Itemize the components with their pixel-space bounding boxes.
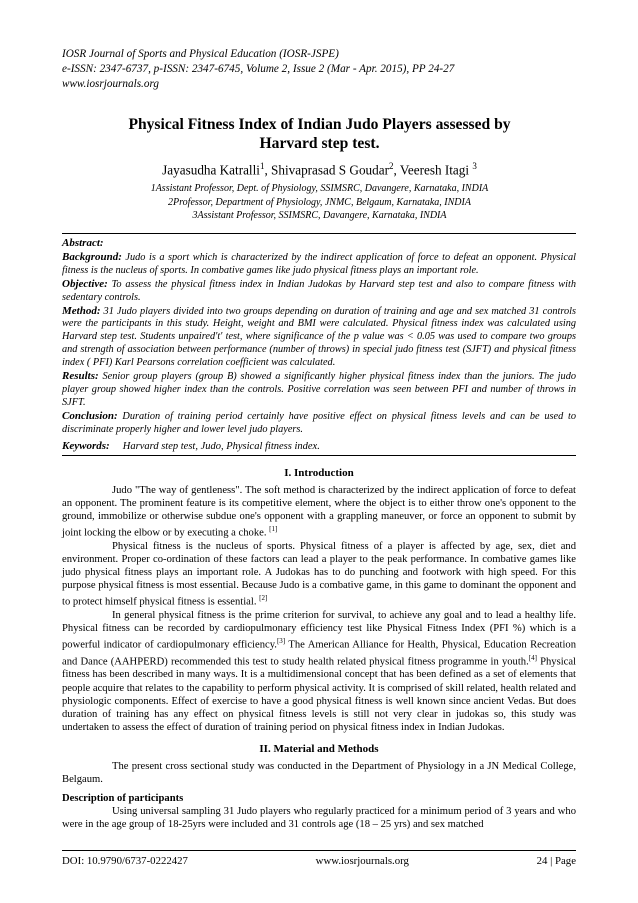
journal-issn: e-ISSN: 2347-6737, p-ISSN: 2347-6745, Volume 2, Issue 2 (Mar - Apr. 2015), PP 24-27 (62, 63, 455, 75)
intro-p1-text: Judo "The way of gentleness". The soft method is characterized by the indirect application of force to defeat an opponent. The prominent feature is its competitive element, where the object is to either throw one's opponent to the ground, immobilize or otherwise subdue one's opponent with a grappling maneuver, or force an opponent to submit by joint locking the elbow or by executing a choke. (62, 485, 576, 539)
participants-subheading: Description of participants (62, 793, 184, 805)
objective-text: To assess the physical fitness index in Indian Judokas by Harvard step test and also to compare fitness with sedentary controls. (62, 278, 576, 303)
journal-website[interactable]: www.iosrjournals.org (62, 78, 159, 90)
intro-p2-text: Physical fitness is the nucleus of sports. Physical fitness of a player is affected by age, sex, diet and environment. Proper co-ordination of these factors can lead a player to the peak performance. In combative games like judo physical fitness plays an important role. A Judokas has to do punching and footwork with high speed. For this purpose physical fitness is most essential. Because Judo is a combative game, in this game to dominant the opponent and to protect himself physical fitness is essential. (62, 541, 576, 608)
intro-p3-text-c: Physical fitness has been described in many ways. It is a multidimensional concept that has been defined as a set of elements that people acquire that relates to the capability to perform physical activity. It is comprised of skill related, health related and physiologic components. Effect of exercise to have a good physical fitness is well known since ancient Vedas. But does duration of training has any effect on physical fitness levels is still not very clear in judokas so, this study was undertaken to assess the effect of duration of training period on physical fitness index in Indian Judokas. (62, 656, 576, 733)
abstract-method (62, 305, 576, 371)
conclusion-label: Conclusion: (62, 409, 118, 422)
footer-website[interactable]: www.iosrjournals.org (315, 855, 409, 867)
author-3: , Veeresh Itagi (393, 162, 470, 178)
ref-3[interactable]: [3] (276, 637, 286, 646)
journal-name: IOSR Journal of Sports and Physical Education (IOSR-JSPE) (62, 48, 339, 60)
abstract-results (62, 370, 576, 410)
intro-p3-text-a: In general physical fitness is the prime criterion for survival, to achieve any goal and to lead a healthy life. Physical fitness can be recorded by cardiopulmonary efficiency test like Physical Fitness Index (PFI %) which is a powerful indicator of cardiopulmonary efficiency. (62, 610, 576, 651)
paper-title (62, 115, 577, 153)
keywords (62, 440, 576, 452)
abstract-objective (62, 278, 576, 305)
footer-doi: DOI: 10.9790/6737-0222427 (62, 855, 188, 867)
author-list (62, 158, 577, 178)
footer-page-number: 24 | Page (536, 855, 576, 867)
abstract-heading: Abstract: (62, 237, 104, 249)
page-footer (62, 855, 576, 867)
intro-paragraph-1 (62, 484, 576, 540)
section-2-heading: II. Material and Methods (259, 742, 379, 755)
objective-label: Objective: (62, 277, 108, 290)
author-2: , Shivaprasad S Goudar (264, 162, 389, 178)
abstract-conclusion (62, 410, 576, 437)
method-text: 31 Judo players divided into two groups depending on duration of training and age and sex matched 31 controls were the participants in this study. Height, weight and BMI were calculated. Physical fitness index was calculated using Harvard step test. Students unpaired't' test, where significance of the p value was < 0.05 was used to compare two groups and strength of association between performance (number of throws) in special judo fitness test (SJFT) and physical fitness index ( PFI) Karl Pearsons correlation coefficient was calculated. (62, 305, 576, 369)
intro-p3-text-b: The American Alliance for Health, Physical, Education Recreation and Dance (AAHPERD) recommended this test to study health related physical fitness programme in youth. (62, 639, 576, 668)
abstract-bottom-rule (62, 455, 576, 456)
results-label: Results: (62, 370, 99, 383)
affiliation-1: 1Assistant Professor, Dept. of Physiology, SSIMSRC, Davangere, Karnataka, INDIA (150, 183, 489, 194)
method-label: Method: (62, 304, 101, 317)
methods-paragraph-2: Using universal sampling 31 Judo players who regularly practiced for a minimum period of 3 years and who were in the age group of 18-25yrs were included and 31 controls age (18 – 25 yrs) and sex matched (62, 806, 576, 831)
ref-1[interactable]: [1] (269, 525, 278, 534)
ref-4[interactable]: [4] (528, 653, 537, 662)
author-1-sup: 1 (259, 161, 265, 171)
intro-paragraph-3 (62, 609, 576, 734)
abstract-background (62, 251, 576, 278)
keywords-label: Keywords: (62, 440, 110, 452)
author-2-sup: 2 (388, 161, 394, 171)
affiliation-2: 2Professor, Department of Physiology, JNMC, Belgaum, Karnataka, INDIA (168, 196, 471, 208)
footer-rule (62, 850, 576, 851)
abstract (62, 237, 576, 437)
keywords-text: Harvard step test, Judo, Physical fitness index. (122, 441, 320, 452)
background-label: Background: (62, 250, 122, 263)
affiliation-3: 3Assistant Professor, SSIMSRC, Davangere, Karnataka, INDIA (192, 210, 447, 221)
title-line-2: Harvard step test. (259, 135, 380, 152)
journal-header (62, 47, 582, 92)
affiliations (62, 182, 577, 223)
intro-paragraph-2 (62, 540, 576, 609)
author-3-sup: 3 (472, 161, 477, 171)
conclusion-text: Duration of training period certainly have positive effect on physical fitness levels and can be used to discriminate properly higher and lower level judo players. (62, 410, 576, 435)
methods-paragraph-1: The present cross sectional study was conducted in the Department of Physiology in a JN Medical College, Belgaum. (62, 761, 576, 786)
results-text: Senior group players (group B) showed a significantly higher physical fitness index than the juniors. The judo player group showed higher index than the controls. Positive correlation was seen between PFI and number of throws in SJFT. (62, 371, 576, 408)
title-line-1: Physical Fitness Index of Indian Judo Players assessed by (128, 116, 511, 133)
paper-body (62, 467, 576, 831)
section-1-heading: I. Introduction (284, 467, 354, 479)
author-1: Jayasudha Katralli (162, 162, 260, 178)
background-text: Judo is a sport which is characterized by the indirect application of force to defeat an opponent. Physical fitness is the nucleus of sports. In combative games like judo physical fitness plays an important role. (62, 251, 576, 276)
ref-2[interactable]: [2] (259, 594, 268, 603)
abstract-top-rule (62, 233, 576, 234)
